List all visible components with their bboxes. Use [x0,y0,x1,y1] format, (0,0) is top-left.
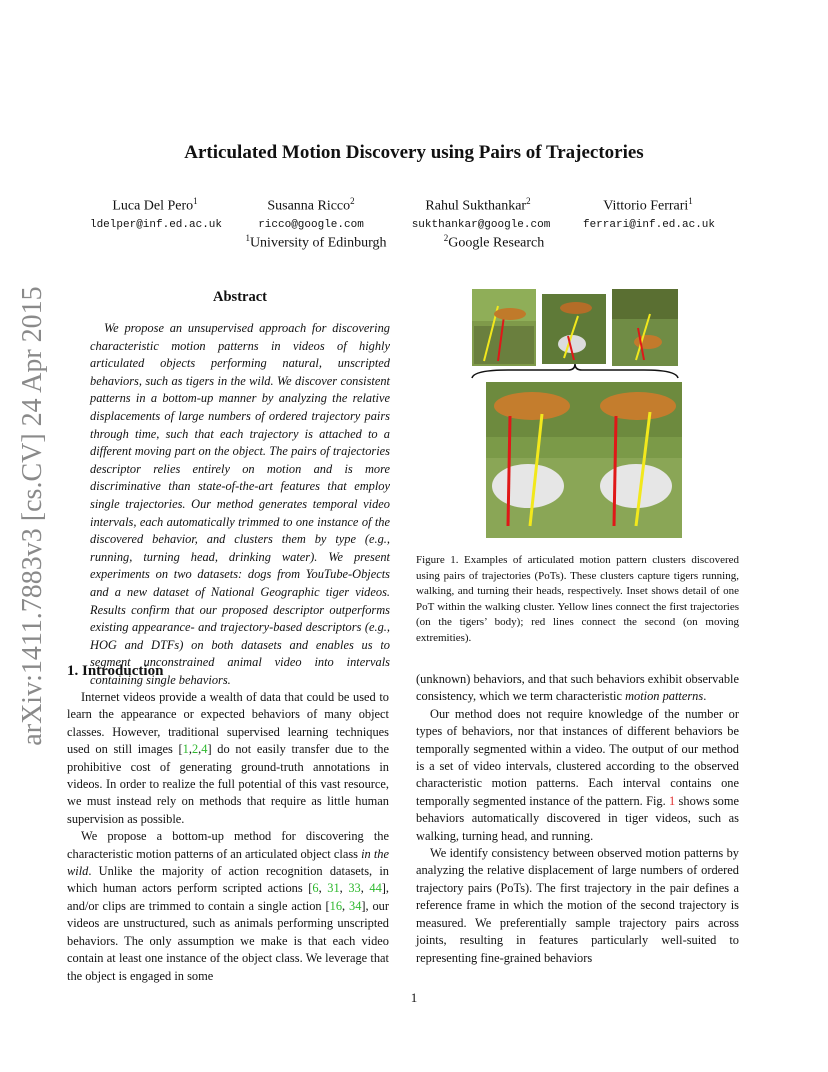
author-email: ricco@google.com [258,219,364,231]
author-name: Rahul Sukthankar$^2$ [425,196,531,214]
paragraph: We identify consistency between observed motion patterns by analyzing the relative displacement of large numbers of ordered trajectory pairs (PoTs). The first trajectory in the pair defines a reference frame in which the motion of the second trajectory is measured. We preferentially sample trajectory pairs across joints, resulting in features particularly well-suited to representing fine-grained behaviors [416,846,739,965]
arxiv-identifier: arXiv:1411.7883v3 [cs.CV] 24 Apr 2015 [17,286,48,746]
paragraph: We propose a bottom-up method for discovering the characteristic motion patterns of an articulated object class in the wild. Unlike the majority of action recognition datasets, in which human actors perform scripted actions [6, 31, 33, 44], and/or clips are trimmed to contain a single action [16, 34], our videos are unstructured, such as animals performing unscripted behaviors. The only assumption we make is that each video contain at least one instance of the object class. We leverage that the object is engaged in some [67,829,390,983]
author-email: ferrari@inf.ed.ac.uk [582,219,716,231]
paper-title: Articulated Motion Discovery using Pairs of Trajectories [184,142,644,163]
citation-link[interactable]: 44 [369,881,382,896]
section-heading: 1. Introduction [67,663,164,679]
figure-bracket [472,364,678,378]
abstract-text: We propose an unsupervised approach for discovering characteristic motion patterns in videos of highly articulated objects performing natural, unscripted behaviors, such as tigers in the wild. We discover consistent patterns in a bottom-up manner by analyzing the relative displacements of large numbers of ordered trajectory pairs through time, such that each trajectory is attached to a different moving part on the object. The pairs of trajectories descriptor relies entirely on motion and is more discriminative than state-of-the-art features that employ single trajectories. Our method generates temporal video intervals, each automatically trimmed to one instance of the discovered behavior, and clusters them by type (e.g., running, turning head, drinking water). We present experiments on two datasets: dogs from YouTube-Objects and a new dataset of National Geographic tiger videos. Results confirm that our proposed descriptor outperforms existing appearance- and trajectory-based descriptors (e.g., HOG and DTFs) on both datasets and enables us to segment unconstrained animal video into intervals containing single behaviors. [90,321,390,687]
author-name: Luca Del Pero$^1$ [112,196,198,214]
abstract-heading: Abstract [213,289,267,305]
page-number: 1 [410,990,418,1005]
citation-link[interactable]: 4 [201,742,208,757]
author-email: sukthankar@google.com [411,219,551,231]
citation-link[interactable]: 2 [191,742,199,757]
paragraph: (unknown) behaviors, and that such behaviors exhibit observable consistency, which we term characteristic motion patterns. [416,672,739,704]
affiliation: $^2$Google Research [443,233,545,251]
intro-right-column [416,671,739,967]
citation-link[interactable]: 33 [348,881,361,896]
figure-1-image [468,286,682,538]
author-email: ldelper@inf.ed.ac.uk [89,219,223,231]
paragraph: Internet videos provide a wealth of data that could be used to learn the appearance or expected behaviors of many object classes. However, traditional supervised learning techniques used on still images [1,2,4] do not easily transfer due to the prohibitive cost of generating ground-truth annotations in videos. In order to realize the full potential of this vast resource, we must instead rely on methods that require as little human supervision as possible. [67,690,389,826]
citation-link[interactable]: 1 [182,742,189,757]
paragraph: Our method does not require knowledge of the number or types of behaviors, nor that instances of different behaviors be temporally segmented within a video. The output of our method is a set of video intervals, clustered according to the observed characteristic motion patterns. Each interval contains one temporally segmented instance of the pattern. Fig. 1 shows some behaviors automatically discovered in tiger videos, such as walking, turning head, and running. [416,706,739,843]
citation-link[interactable]: 31 [327,881,340,896]
author-name: Vittorio Ferrari$^1$ [603,196,693,214]
citation-link[interactable]: 34 [349,898,362,913]
author-name: Susanna Ricco$^2$ [267,196,355,214]
affiliation: $^1$University of Edinburgh [245,233,387,251]
intro-left-column [67,689,389,985]
figure-reference-link[interactable]: 1 [669,793,676,808]
citation-link[interactable]: 6 [312,881,319,896]
citation-link[interactable]: 16 [329,898,343,913]
figure-1-caption: Figure 1. Examples of articulated motion pattern clusters discovered using pairs of trajectories (PoTs). These clusters capture tigers running, walking, and turning their heads, respectively. Inset shows detail of one PoT within the walking cluster. Yellow lines connect the first trajectories (on the tigers’ body); red lines connect the second (on moving extremities). [416,554,739,644]
